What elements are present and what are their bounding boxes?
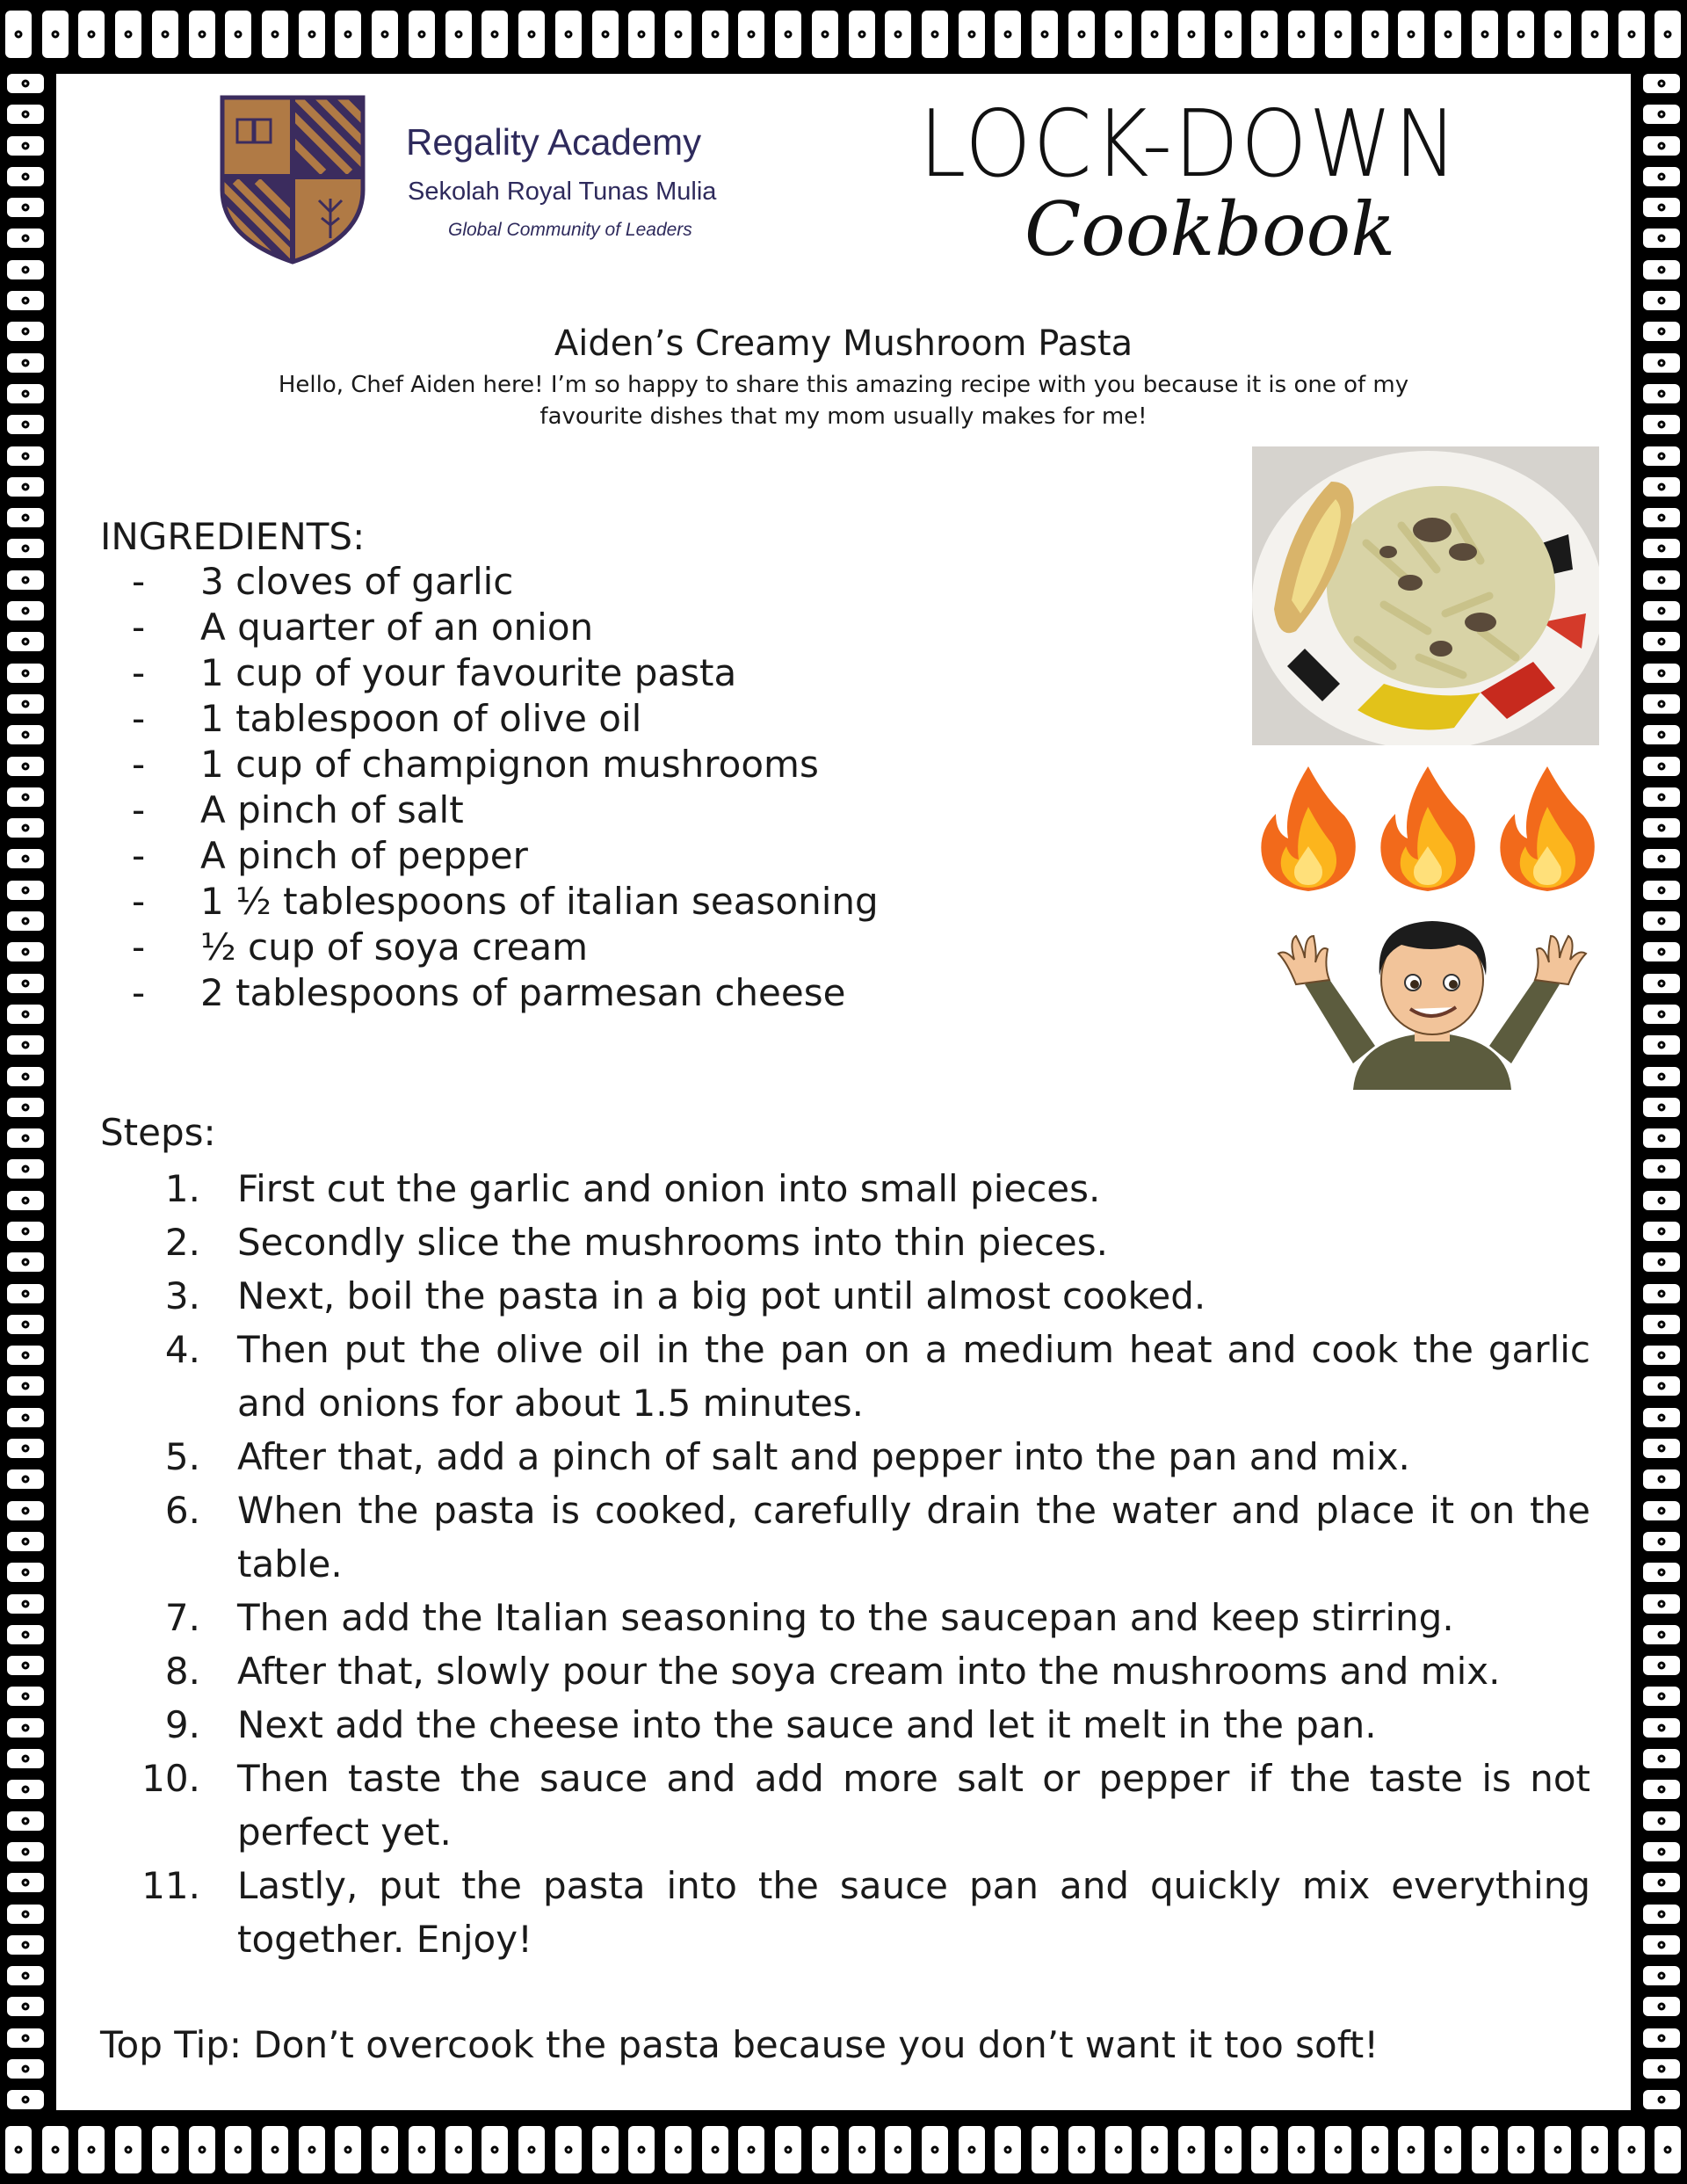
top-tip: Top Tip: Don’t overcook the pasta because you don’t want it too soft! [100,2023,1379,2066]
border-tile [1643,2059,1680,2079]
border-tile [1643,632,1680,651]
border-tile [1435,11,1461,58]
border-tile [7,2059,44,2079]
border-tile [1643,1128,1680,1148]
step-text: Lastly, put the pasta into the sauce pan and quickly mix everything together. Enjoy! [237,1864,1590,1961]
step-text: Next, boil the pasta in a big pot until almost cooked. [237,1274,1206,1317]
border-tile [1643,1873,1680,1892]
ingredient-item: - 1 cup of your favourite pasta [132,651,737,694]
border-pattern-left [0,69,51,2115]
school-name: Regality Academy [406,121,702,163]
border-tile [7,1005,44,1024]
border-tile [1643,1811,1680,1831]
border-tile [1643,1935,1680,1955]
border-tile [1643,1718,1680,1738]
border-tile [7,1718,44,1738]
border-tile [1643,1997,1680,2016]
border-tile [1215,2126,1242,2173]
border-tile [225,2126,251,2173]
border-tile [445,2126,472,2173]
border-tile [7,105,44,124]
border-tile [1643,1656,1680,1675]
border-tile [702,11,728,58]
border-tile [1288,2126,1314,2173]
border-tile [225,11,251,58]
border-tile [1643,974,1680,993]
border-tile [409,11,435,58]
border-tile [335,11,361,58]
ingredient-item: - 1 ½ tablespoons of italian seasoning [132,880,879,923]
border-tile [1643,1035,1680,1055]
border-tile [1251,2126,1278,2173]
fire-rating [1256,763,1599,895]
ingredient-item: - 3 cloves of garlic [132,560,514,603]
border-tile [115,11,141,58]
border-tile [1178,11,1205,58]
border-tile [7,508,44,527]
step-text: Then taste the sauce and add more salt or pepper if the taste is not perfect yet. [237,1757,1590,1854]
border-tile [518,11,545,58]
border-tile [7,1687,44,1706]
recipe-intro: Hello, Chef Aiden here! I’m so happy to share this amazing recipe with you because it is one of my favourite dishes that my mom usually makes for me! [278,372,1409,430]
step-item [105,1859,1590,1966]
border-tile [555,2126,582,2173]
step-number: 2. [164,1221,200,1264]
border-tile [1643,446,1680,466]
border-tile [189,2126,215,2173]
border-tile [7,1966,44,1985]
border-tile [481,2126,508,2173]
border-tile [7,2090,44,2109]
border-tile [1325,2126,1351,2173]
border-tile [7,1098,44,1117]
border-tile [7,1128,44,1148]
border-tile [7,229,44,248]
border-tile [555,11,582,58]
border-tile [7,1252,44,1272]
border-tile [1643,1252,1680,1272]
border-tile [1325,11,1351,58]
border-tile [1643,1191,1680,1210]
border-tile [1643,1408,1680,1427]
border-tile [7,1469,44,1489]
border-tile [7,446,44,466]
border-tile [1643,725,1680,744]
border-pattern-right [1636,69,1687,2115]
border-tile [885,2126,911,2173]
border-tile [7,601,44,620]
recipe-title: Aiden’s Creamy Mushroom Pasta [554,323,1133,364]
border-tile [1643,198,1680,217]
border-tile [1545,2126,1571,2173]
border-tile [1435,2126,1461,2173]
border-tile [1654,11,1681,58]
step-number: 8. [164,1650,200,1693]
border-tile [7,911,44,931]
border-tile [775,2126,801,2173]
border-tile [7,1873,44,1892]
border-tile [1618,2126,1645,2173]
border-tile [1643,1780,1680,1799]
ingredient-item: - A pinch of salt [132,788,464,831]
border-tile [922,11,948,58]
steps-list [105,1162,1590,1966]
border-tile [7,1625,44,1644]
border-tile [152,11,178,58]
step-number: 6. [164,1489,200,1532]
border-tile [5,11,32,58]
border-tile [1643,1625,1680,1644]
border-tile [1643,1439,1680,1458]
border-tile [1643,384,1680,403]
ingredient-item: - A pinch of pepper [132,834,528,877]
border-tile [1398,2126,1424,2173]
border-tile [1472,11,1498,58]
border-tile [1643,1842,1680,1861]
chef-avatar-icon [1270,914,1595,1090]
border-tile [7,1532,44,1551]
border-tile [7,384,44,403]
border-tile [1141,11,1168,58]
border-tile [1643,1469,1680,1489]
border-tile [7,849,44,868]
border-tile [995,11,1021,58]
border-tile [1472,2126,1498,2173]
border-tile [445,11,472,58]
border-tile [115,2126,141,2173]
border-tile [7,881,44,900]
border-tile [849,11,875,58]
step-item [105,1269,1590,1323]
step-item [105,1215,1590,1269]
border-tile [1643,1067,1680,1086]
border-tile [1643,2028,1680,2048]
border-tile [738,11,764,58]
border-tile [959,2126,985,2173]
border-tile [7,1439,44,1458]
border-tile [7,1780,44,1799]
step-number: 7. [164,1596,200,1639]
border-tile [7,1035,44,1055]
border-tile [1643,1005,1680,1024]
border-tile [628,11,655,58]
border-tile [7,757,44,776]
border-tile [189,11,215,58]
border-tile [7,1191,44,1210]
border-tile [1068,11,1095,58]
step-item [105,1323,1590,1430]
border-tile [7,167,44,186]
border-tile [1643,1563,1680,1582]
border-tile [1288,11,1314,58]
ingredient-item: - 1 cup of champignon mushrooms [132,743,819,786]
border-tile [78,11,105,58]
border-tile [7,539,44,558]
border-tile [42,11,69,58]
step-text: Then add the Italian seasoning to the saucepan and keep stirring. [237,1596,1454,1639]
step-text: Secondly slice the mushrooms into thin pieces. [237,1221,1108,1264]
border-tile [665,2126,691,2173]
border-tile [1643,167,1680,186]
border-tile [7,1159,44,1179]
border-tile [518,2126,545,2173]
border-tile [1643,911,1680,931]
border-tile [812,2126,838,2173]
border-tile [7,664,44,683]
border-tile [7,632,44,651]
border-tile [1105,2126,1132,2173]
border-tile [1643,136,1680,156]
border-tile [7,136,44,156]
border-tile [7,974,44,993]
border-tile [592,11,619,58]
border-tile [1643,1594,1680,1614]
border-tile [1643,260,1680,279]
border-tile [372,2126,398,2173]
ingredient-item: - 1 tablespoon of olive oil [132,697,642,740]
border-tile [1643,849,1680,868]
border-tile [1362,2126,1388,2173]
school-subtitle: Sekolah Royal Tunas Mulia [408,178,717,206]
border-tile [7,260,44,279]
step-item [105,1430,1590,1484]
border-tile [1643,787,1680,807]
border-tile [1643,415,1680,434]
border-tile [42,2126,69,2173]
border-tile [1215,11,1242,58]
border-tile [7,942,44,961]
border-tile [1643,694,1680,714]
border-tile [1643,105,1680,124]
border-tile [7,1563,44,1582]
border-tile [7,1222,44,1241]
border-tile [702,2126,728,2173]
border-tile [1643,1905,1680,1924]
border-tile [775,11,801,58]
step-number: 3. [164,1274,200,1317]
border-tile [7,1842,44,1861]
step-number: 11. [141,1864,200,1907]
border-tile [1643,1346,1680,1365]
border-tile [7,1905,44,1924]
border-tile [738,2126,764,2173]
border-tile [1141,2126,1168,2173]
step-item [105,1752,1590,1859]
border-tile [1643,1159,1680,1179]
border-tile [628,2126,655,2173]
border-tile [7,1749,44,1768]
border-tile [1643,757,1680,776]
steps-heading: Steps: [100,1111,216,1154]
step-number: 10. [141,1757,200,1800]
border-tile [812,11,838,58]
fire-emoji-icon [1376,763,1480,895]
border-tile [372,11,398,58]
border-tile [1643,539,1680,558]
border-tile [1618,11,1645,58]
border-pattern-bottom [0,2115,1687,2184]
border-tile [7,818,44,838]
border-tile [7,1346,44,1365]
step-item [105,1644,1590,1698]
pasta-photo [1252,446,1599,745]
border-tile [1643,1501,1680,1520]
border-tile [1643,2090,1680,2109]
border-tile [1178,2126,1205,2173]
border-tile [262,11,288,58]
book-title-line1: LOCK-DOWN [919,90,1459,199]
border-tile [262,2126,288,2173]
border-tile [1643,508,1680,527]
ingredients-heading: INGREDIENTS: [100,515,366,558]
border-tile [849,2126,875,2173]
border-tile [7,1408,44,1427]
border-tile [7,477,44,497]
step-text: Next add the cheese into the sauce and let it melt in the pan. [237,1703,1377,1746]
border-tile [665,11,691,58]
border-tile [7,1067,44,1086]
border-tile [1643,1222,1680,1241]
step-number: 9. [164,1703,200,1746]
border-tile [7,725,44,744]
border-tile [1643,1966,1680,1985]
border-tile [7,1594,44,1614]
border-tile [1643,1315,1680,1334]
border-tile [152,2126,178,2173]
border-tile [7,787,44,807]
border-tile [7,1376,44,1396]
border-tile [1643,1284,1680,1303]
border-tile [1643,1749,1680,1768]
border-tile [7,1284,44,1303]
border-tile [1068,2126,1095,2173]
border-tile [995,2126,1021,2173]
border-tile [7,1501,44,1520]
border-tile [1643,1376,1680,1396]
ingredients-list [132,559,879,1016]
step-number: 4. [164,1328,200,1371]
border-tile [1582,2126,1608,2173]
border-tile [7,291,44,310]
border-tile [7,2028,44,2048]
border-tile [1643,601,1680,620]
border-tile [7,1315,44,1334]
border-tile [1643,477,1680,497]
border-tile [1643,74,1680,93]
border-tile [7,1656,44,1675]
fire-emoji-icon [1256,763,1360,895]
step-text: After that, slowly pour the soya cream into the mushrooms and mix. [237,1650,1501,1693]
border-tile [7,1935,44,1955]
border-tile [1508,2126,1534,2173]
border-tile [1032,2126,1058,2173]
border-tile [409,2126,435,2173]
border-tile [299,11,325,58]
border-tile [1508,11,1534,58]
border-tile [1398,11,1424,58]
step-text: First cut the garlic and onion into small pieces. [237,1167,1101,1210]
border-tile [7,1997,44,2016]
step-item [105,1591,1590,1644]
border-tile [1643,664,1680,683]
border-tile [7,694,44,714]
border-tile [1362,11,1388,58]
border-tile [1654,2126,1681,2173]
step-item [105,1162,1590,1215]
school-crest-icon [218,93,367,265]
border-tile [7,198,44,217]
border-tile [7,74,44,93]
ingredient-item: - ½ cup of soya cream [132,925,589,969]
border-tile [7,570,44,590]
border-tile [1643,1098,1680,1117]
ingredient-item: - A quarter of an onion [132,606,594,649]
border-tile [1643,942,1680,961]
border-tile [1545,11,1571,58]
step-text: After that, add a pinch of salt and pepper into the pan and mix. [237,1435,1410,1478]
book-title-line2: Cookbook [1025,186,1396,272]
border-tile [1105,11,1132,58]
border-tile [5,2126,32,2173]
border-tile [1582,11,1608,58]
fire-emoji-icon [1495,763,1599,895]
border-tile [1251,11,1278,58]
school-motto: Global Community of Leaders [448,220,692,240]
step-number: 5. [164,1435,200,1478]
border-tile [299,2126,325,2173]
step-text: When the pasta is cooked, carefully drain the water and place it on the table. [237,1489,1590,1585]
border-tile [1643,291,1680,310]
border-tile [1643,818,1680,838]
step-item [105,1484,1590,1591]
border-tile [592,2126,619,2173]
border-tile [335,2126,361,2173]
border-pattern-top [0,0,1687,69]
border-tile [1032,11,1058,58]
step-text: Then put the olive oil in the pan on a medium heat and cook the garlic and onions for about 1.5 minutes. [237,1328,1590,1425]
border-tile [1643,229,1680,248]
border-tile [1643,570,1680,590]
border-tile [78,2126,105,2173]
ingredient-item: - 2 tablespoons of parmesan cheese [132,971,846,1014]
border-tile [7,1811,44,1831]
border-tile [885,11,911,58]
border-tile [1643,1687,1680,1706]
border-tile [922,2126,948,2173]
step-number: 1. [164,1167,200,1210]
border-tile [959,11,985,58]
border-tile [7,415,44,434]
border-tile [1643,1532,1680,1551]
step-item [105,1698,1590,1752]
border-tile [1643,881,1680,900]
border-tile [481,11,508,58]
